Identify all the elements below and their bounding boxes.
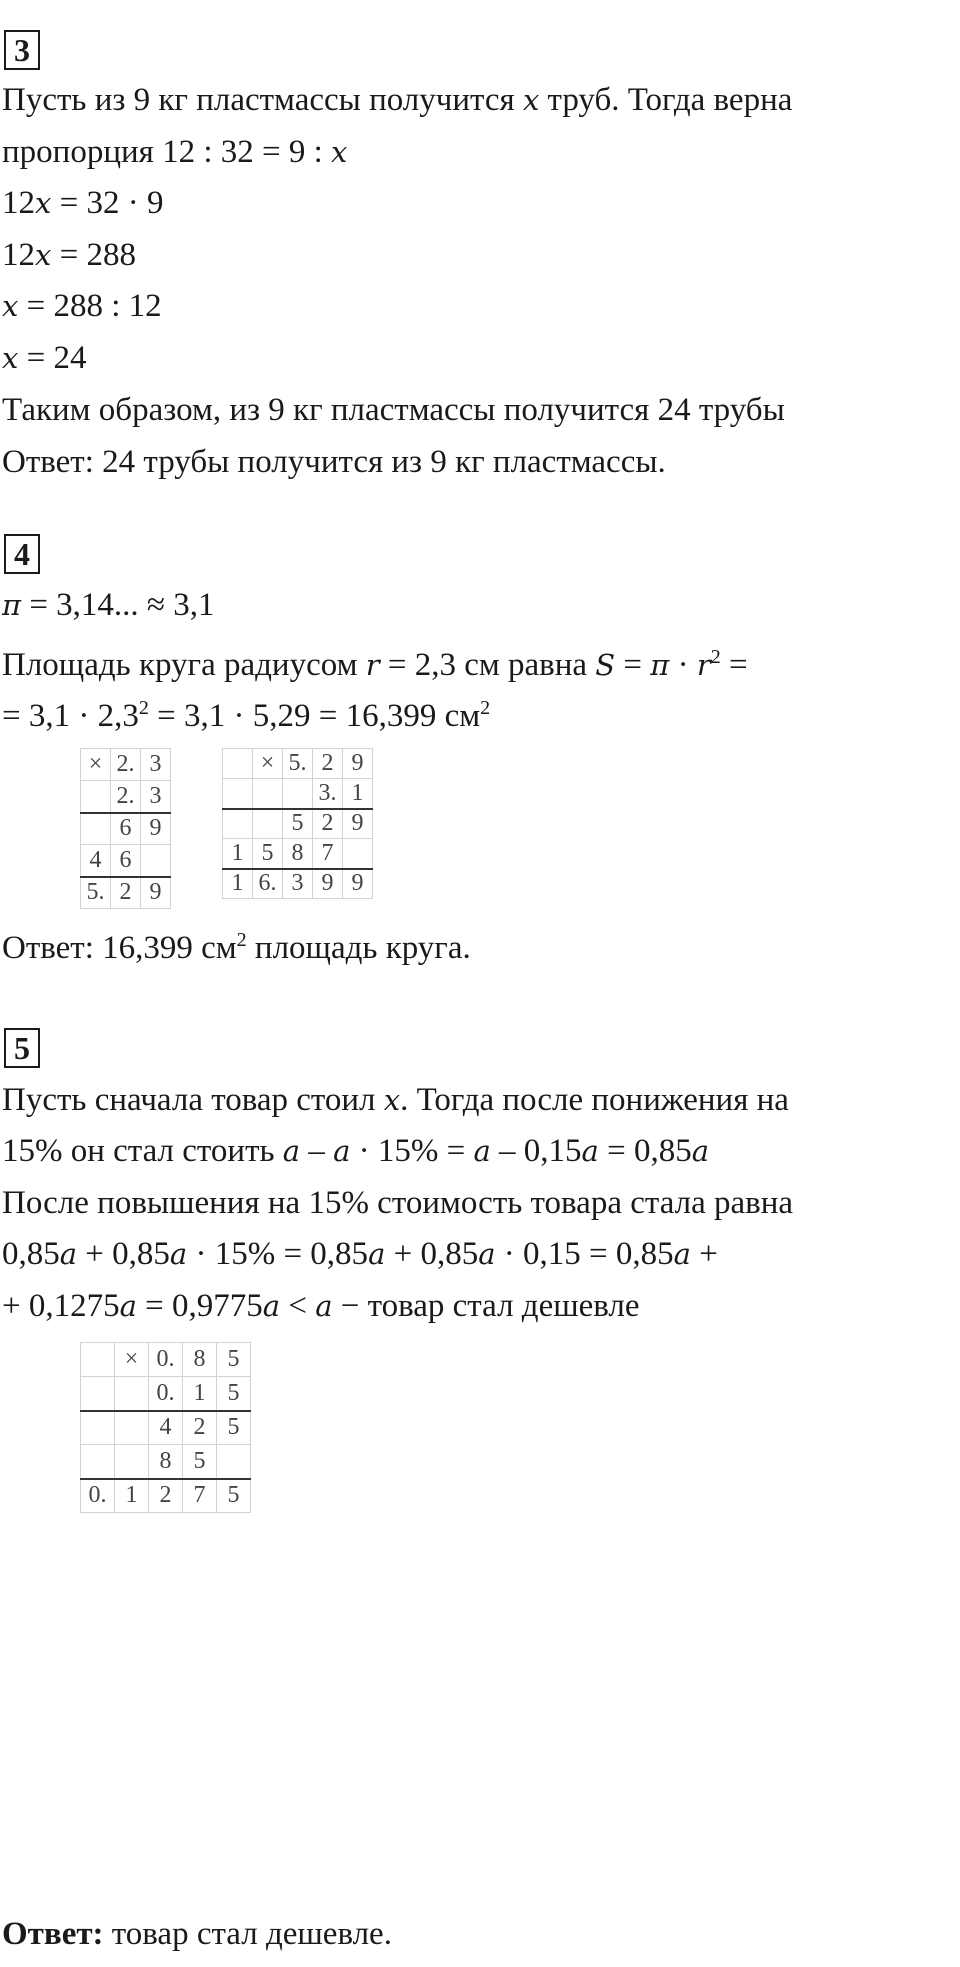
cell: 5 — [183, 1445, 217, 1479]
cell: 9 — [343, 749, 373, 779]
cell — [81, 1411, 115, 1445]
cell: 5. — [283, 749, 313, 779]
cell: 4 — [81, 845, 111, 877]
cell: 9 — [141, 813, 171, 845]
cell: 5. — [81, 877, 111, 909]
cell: 1 — [343, 779, 373, 809]
task-3-answer: Ответ: 24 трубы получится из 9 кг пластмассы. — [2, 444, 666, 480]
cell: × — [253, 749, 283, 779]
cell — [223, 749, 253, 779]
cell: 9 — [343, 869, 373, 899]
cell: 0. — [81, 1479, 115, 1513]
cell — [253, 809, 283, 839]
task-5-line-2: 15% он стал стоить a – a · 15% = a – 0,15a = 0,85a — [2, 1133, 709, 1169]
task-3-line-4: 12x = 288 — [2, 237, 136, 273]
cell: 5 — [217, 1411, 251, 1445]
cell — [115, 1411, 149, 1445]
cell: 5 — [283, 809, 313, 839]
cell: 7 — [313, 839, 343, 869]
cell: 3 — [283, 869, 313, 899]
cell: 3 — [141, 749, 171, 781]
task-4-number: 4 — [4, 534, 40, 574]
task-4-answer: Ответ: 16,399 $см^2$ площадь круга. — [2, 929, 471, 966]
cell: 7 — [183, 1479, 217, 1513]
cell: 0. — [149, 1343, 183, 1377]
cell: 1 — [223, 839, 253, 869]
cell: 1 — [183, 1377, 217, 1411]
cell: 9 — [313, 869, 343, 899]
cell: 5 — [217, 1479, 251, 1513]
task-3-number: 3 — [4, 30, 40, 70]
task-3-line-6: x = 24 — [2, 340, 87, 376]
cell: 1 — [115, 1479, 149, 1513]
cell — [81, 781, 111, 813]
cell: 0. — [149, 1377, 183, 1411]
task-3-line-1: Пусть из 9 кг пластмассы получится x труб. Тогда верна — [2, 82, 793, 118]
cell: 8 — [283, 839, 313, 869]
cell — [141, 845, 171, 877]
task-5-line-4: 0,85a + 0,85a · 15% = 0,85a + 0,85a · 0,15 = 0,85a + — [2, 1236, 718, 1272]
cell — [343, 839, 373, 869]
cell: 8 — [183, 1343, 217, 1377]
task-3-line-3: 12x = 32 · 9 — [2, 185, 164, 221]
cell — [81, 1445, 115, 1479]
task-3-line-7: Таким образом, из 9 кг пластмассы получится 24 трубы — [2, 392, 785, 428]
cell — [115, 1377, 149, 1411]
task-5-line-1: Пусть сначала товар стоил x. Тогда после понижения на — [2, 1082, 789, 1118]
cell: 4 — [149, 1411, 183, 1445]
cell — [81, 1377, 115, 1411]
cell: 5 — [253, 839, 283, 869]
cell: 5 — [217, 1377, 251, 1411]
cell: 5 — [217, 1343, 251, 1377]
cell: 2 — [149, 1479, 183, 1513]
task-4-pi-line: π = 3,14... ≈ 3,1 — [2, 587, 215, 623]
task-5-line-3: После повышения на 15% стоимость товара стала равна — [2, 1185, 794, 1221]
cell — [223, 809, 253, 839]
task-5-number: 5 — [4, 1028, 40, 1068]
cell: 3 — [141, 781, 171, 813]
cell: 3. — [313, 779, 343, 809]
cell — [81, 1343, 115, 1377]
task-4-calc-line: = $3,1 \cdot 2,3^2 = 3,1 \cdot 5,29 = 16,399$ $см^2$ — [2, 697, 491, 734]
cell: 2 — [313, 809, 343, 839]
multiplication-table-2-3-by-2-3 — [80, 748, 171, 909]
task-3-line-2: пропорция 12 : 32 = 9 : x — [2, 134, 348, 170]
cell: × — [115, 1343, 149, 1377]
multiplication-table-0-85-by-0-15 — [80, 1342, 251, 1513]
cell: 2 — [183, 1411, 217, 1445]
cell: 6 — [111, 845, 141, 877]
cell: 2. — [111, 781, 141, 813]
cell — [81, 813, 111, 845]
cell — [253, 779, 283, 809]
cell — [223, 779, 253, 809]
cell: × — [81, 749, 111, 781]
cell — [217, 1445, 251, 1479]
cell — [115, 1445, 149, 1479]
cell: 1 — [223, 869, 253, 899]
cell: 2 — [313, 749, 343, 779]
cell: 6. — [253, 869, 283, 899]
multiplication-table-5-29-by-3-1 — [222, 748, 373, 899]
cell: 9 — [343, 809, 373, 839]
cell — [283, 779, 313, 809]
task-3-line-5: x = 288 : 12 — [2, 288, 162, 324]
cell: 2 — [111, 877, 141, 909]
task-5-line-5: + 0,1275a = 0,9775a < a − товар стал дешевле — [2, 1288, 640, 1324]
cell: 9 — [141, 877, 171, 909]
cell: 8 — [149, 1445, 183, 1479]
task-4-area-line: Площадь круга радиусом r = 2,3 см равна $S = \pi \cdot r^2$ = — [2, 646, 748, 683]
cell: 2. — [111, 749, 141, 781]
task-5-answer: Ответ: товар стал дешевле. — [2, 1916, 392, 1952]
cell: 6 — [111, 813, 141, 845]
